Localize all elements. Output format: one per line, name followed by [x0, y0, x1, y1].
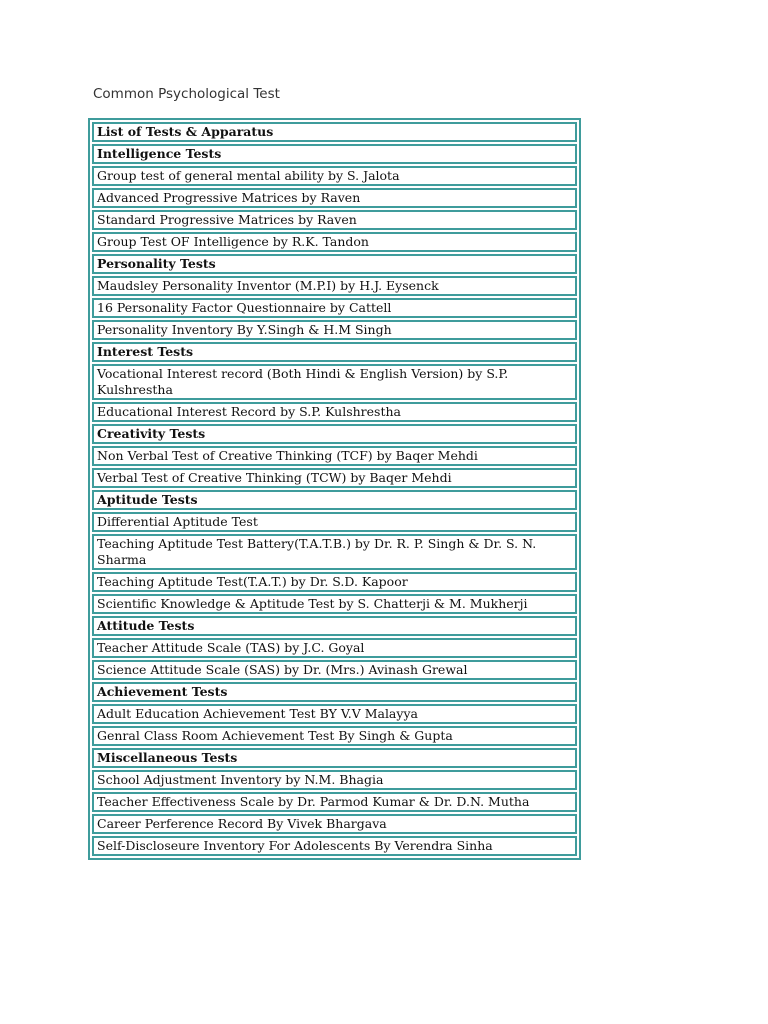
section-heading-row [92, 490, 577, 510]
table-row [92, 320, 577, 340]
document-title: Common Psychological Test [93, 86, 280, 102]
section-heading-row [92, 748, 577, 768]
table-row [92, 726, 577, 746]
test-name: Science Attitude Scale (SAS) by Dr. (Mrs.) Avinash Grewal [92, 660, 577, 680]
section-heading-row [92, 144, 577, 164]
test-name: Genral Class Room Achievement Test By Singh & Gupta [92, 726, 577, 746]
test-name: Advanced Progressive Matrices by Raven [92, 188, 577, 208]
section-heading-row [92, 424, 577, 444]
test-name: Vocational Interest record (Both Hindi & English Version) by S.P. Kulshrestha [92, 364, 577, 400]
table-row [92, 166, 577, 186]
section-heading: Creativity Tests [92, 424, 577, 444]
test-name: Verbal Test of Creative Thinking (TCW) by Baqer Mehdi [92, 468, 577, 488]
table-row [92, 770, 577, 790]
table-row [92, 836, 577, 856]
section-heading: Intelligence Tests [92, 144, 577, 164]
test-name: Non Verbal Test of Creative Thinking (TCF) by Baqer Mehdi [92, 446, 577, 466]
section-heading-row [92, 616, 577, 636]
table-row [92, 814, 577, 834]
test-name: Teacher Attitude Scale (TAS) by J.C. Goyal [92, 638, 577, 658]
test-name: Group Test OF Intelligence by R.K. Tandon [92, 232, 577, 252]
test-name: Career Perference Record By Vivek Bhargava [92, 814, 577, 834]
test-name: Maudsley Personality Inventor (M.P.I) by H.J. Eysenck [92, 276, 577, 296]
section-heading-row [92, 342, 577, 362]
section-heading: Aptitude Tests [92, 490, 577, 510]
table-row [92, 512, 577, 532]
table-row [92, 792, 577, 812]
test-name: School Adjustment Inventory by N.M. Bhagia [92, 770, 577, 790]
table-row [92, 468, 577, 488]
test-name: Standard Progressive Matrices by Raven [92, 210, 577, 230]
section-heading: Personality Tests [92, 254, 577, 274]
test-name: Self-Discloseure Inventory For Adolescents By Verendra Sinha [92, 836, 577, 856]
section-heading: List of Tests & Apparatus [92, 122, 577, 142]
table-row [92, 704, 577, 724]
section-heading: Attitude Tests [92, 616, 577, 636]
table-row [92, 534, 577, 570]
tests-table [88, 118, 581, 860]
section-heading: Miscellaneous Tests [92, 748, 577, 768]
table-row [92, 594, 577, 614]
table-row [92, 638, 577, 658]
test-name: Educational Interest Record by S.P. Kulshrestha [92, 402, 577, 422]
table-row [92, 232, 577, 252]
table-row [92, 660, 577, 680]
table-row [92, 276, 577, 296]
table-row [92, 298, 577, 318]
test-name: 16 Personality Factor Questionnaire by Cattell [92, 298, 577, 318]
test-name: Differential Aptitude Test [92, 512, 577, 532]
section-heading-row [92, 254, 577, 274]
table-row [92, 364, 577, 400]
table-row [92, 572, 577, 592]
table-row [92, 402, 577, 422]
table-row [92, 446, 577, 466]
section-heading-row [92, 122, 577, 142]
section-heading: Achievement Tests [92, 682, 577, 702]
test-name: Adult Education Achievement Test BY V.V Malayya [92, 704, 577, 724]
section-heading-row [92, 682, 577, 702]
test-name: Teaching Aptitude Test(T.A.T.) by Dr. S.D. Kapoor [92, 572, 577, 592]
test-name: Group test of general mental ability by S. Jalota [92, 166, 577, 186]
test-name: Teacher Effectiveness Scale by Dr. Parmod Kumar & Dr. D.N. Mutha [92, 792, 577, 812]
section-heading: Interest Tests [92, 342, 577, 362]
test-name: Scientific Knowledge & Aptitude Test by S. Chatterji & M. Mukherji [92, 594, 577, 614]
table-row [92, 210, 577, 230]
table-row [92, 188, 577, 208]
test-name: Teaching Aptitude Test Battery(T.A.T.B.) by Dr. R. P. Singh & Dr. S. N. Sharma [92, 534, 577, 570]
test-name: Personality Inventory By Y.Singh & H.M Singh [92, 320, 577, 340]
